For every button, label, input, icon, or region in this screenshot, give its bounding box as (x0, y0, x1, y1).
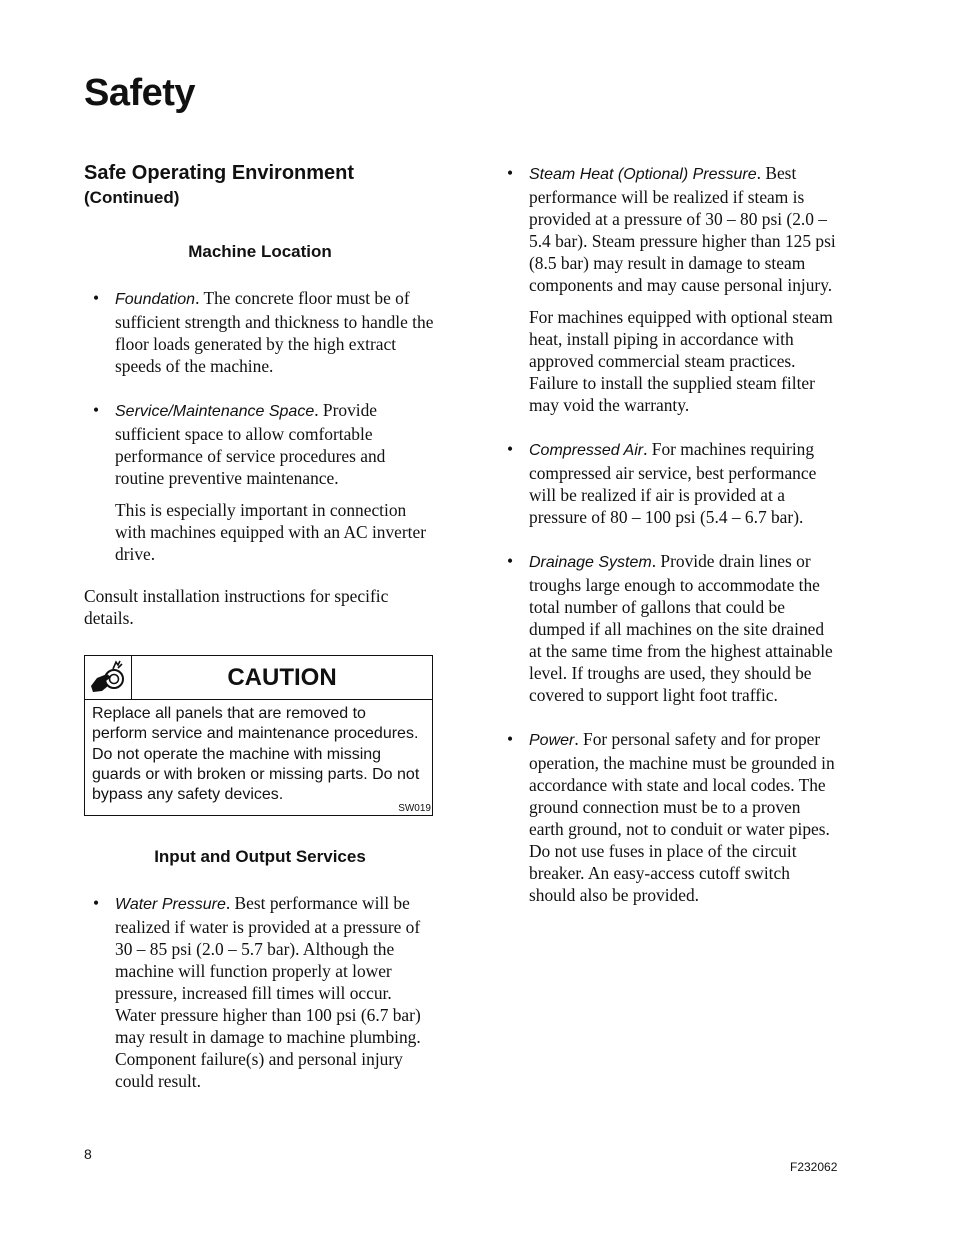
foundation-text: . The concrete floor must be of sufficient strength and thickness to handle the floor loads generated by the high extract speeds of the machine. (115, 288, 434, 376)
page-title: Safety (84, 72, 196, 114)
bullet-icon: • (507, 729, 514, 749)
drainage-item (498, 550, 838, 706)
bullet-icon: • (507, 439, 514, 459)
power-text: . For personal safety and for proper operation, the machine must be grounded in accordance with state and local codes. The ground connection must be to a proven earth ground, not to conduit or water pipes. Do not use fuses in place of the circuit breaker. An easy-access cutoff switch should also be provided. (529, 729, 835, 905)
drainage-text: . Provide drain lines or troughs large enough to accommodate the total number of gallons that could be dumped if all machines on the site drained at the same time from the highest attainable level. If troughs are used, they should be covered to support light foot traffic. (529, 551, 833, 705)
consult-paragraph: Consult installation instructions for specific details. (84, 586, 389, 628)
services-heading: Input and Output Services (154, 847, 366, 867)
bullet-icon: • (507, 551, 514, 571)
document-code: F232062 (790, 1160, 838, 1174)
caution-box (84, 655, 433, 816)
section-title: Safe Operating Environment (84, 162, 355, 184)
water-pressure-item (84, 892, 436, 1092)
left-column (84, 160, 436, 1092)
machine-location-heading: Machine Location (188, 242, 332, 261)
caution-code: SW019 (398, 803, 431, 815)
section-subtitle: (Continued) (84, 188, 180, 207)
service-space-term: Service/Maintenance Space (115, 403, 315, 420)
bullet-icon: • (93, 288, 100, 308)
service-space-text: . Provide sufficient space to allow comfortable performance of service procedures and routine preventive maintenance. (115, 400, 386, 488)
caution-text: Replace all panels that are removed to perform service and maintenance procedures. Do not operate the machine with missing guards or with broken or missing parts. Do not bypass any safety devices. (92, 705, 420, 804)
steam-pressure-term: Steam Heat (Optional) Pressure (529, 166, 757, 183)
caution-header (85, 656, 432, 700)
power-term: Power (529, 732, 575, 749)
bullet-icon: • (93, 893, 100, 914)
water-pressure-text: . Best performance will be realized if water is provided at a pressure of 30 – 85 psi (2.0 – 5.7 bar). Although the machine will function properly at lower pressure, increased fill times will occur. Water pressure higher than 100 psi (6.7 bar) may result in damage to machine plumbing. Component failure(s) and personal injury could result. (115, 893, 421, 1092)
caution-title: CAUTION (227, 664, 337, 691)
steam-pressure-item (498, 162, 838, 296)
compressed-air-item (498, 438, 838, 528)
water-pressure-term: Water Pressure (115, 896, 226, 914)
foundation-term: Foundation (115, 291, 196, 308)
hand-entanglement-warning-icon (85, 656, 132, 699)
drainage-term: Drainage System (529, 554, 652, 571)
bullet-icon: • (507, 163, 514, 183)
compressed-air-term: Compressed Air (529, 442, 644, 459)
service-space-item (84, 399, 436, 489)
right-column (498, 162, 838, 906)
compressed-air-text: . For machines requiring compressed air service, best performance will be realized if air is provided at a pressure of 80 – 100 psi (5.4 – 6.7 bar). (529, 439, 817, 527)
bullet-icon: • (93, 400, 100, 420)
service-space-continuation: This is especially important in connection with machines equipped with an AC inverter drive. (115, 500, 427, 564)
foundation-item (84, 287, 436, 377)
page-number: 8 (84, 1146, 92, 1162)
steam-continuation: For machines equipped with optional steam heat, install piping in accordance with approved commercial steam practices. Failure to install the supplied steam filter may void the warranty. (529, 307, 833, 415)
steam-pressure-text: . Best performance will be realized if steam is provided at a pressure of 30 – 80 psi (2.0 – 5.4 bar). Steam pressure higher than 125 psi (8.5 bar) may result in damage to steam components and may cause personal injury. (529, 163, 836, 295)
power-item (498, 728, 838, 906)
